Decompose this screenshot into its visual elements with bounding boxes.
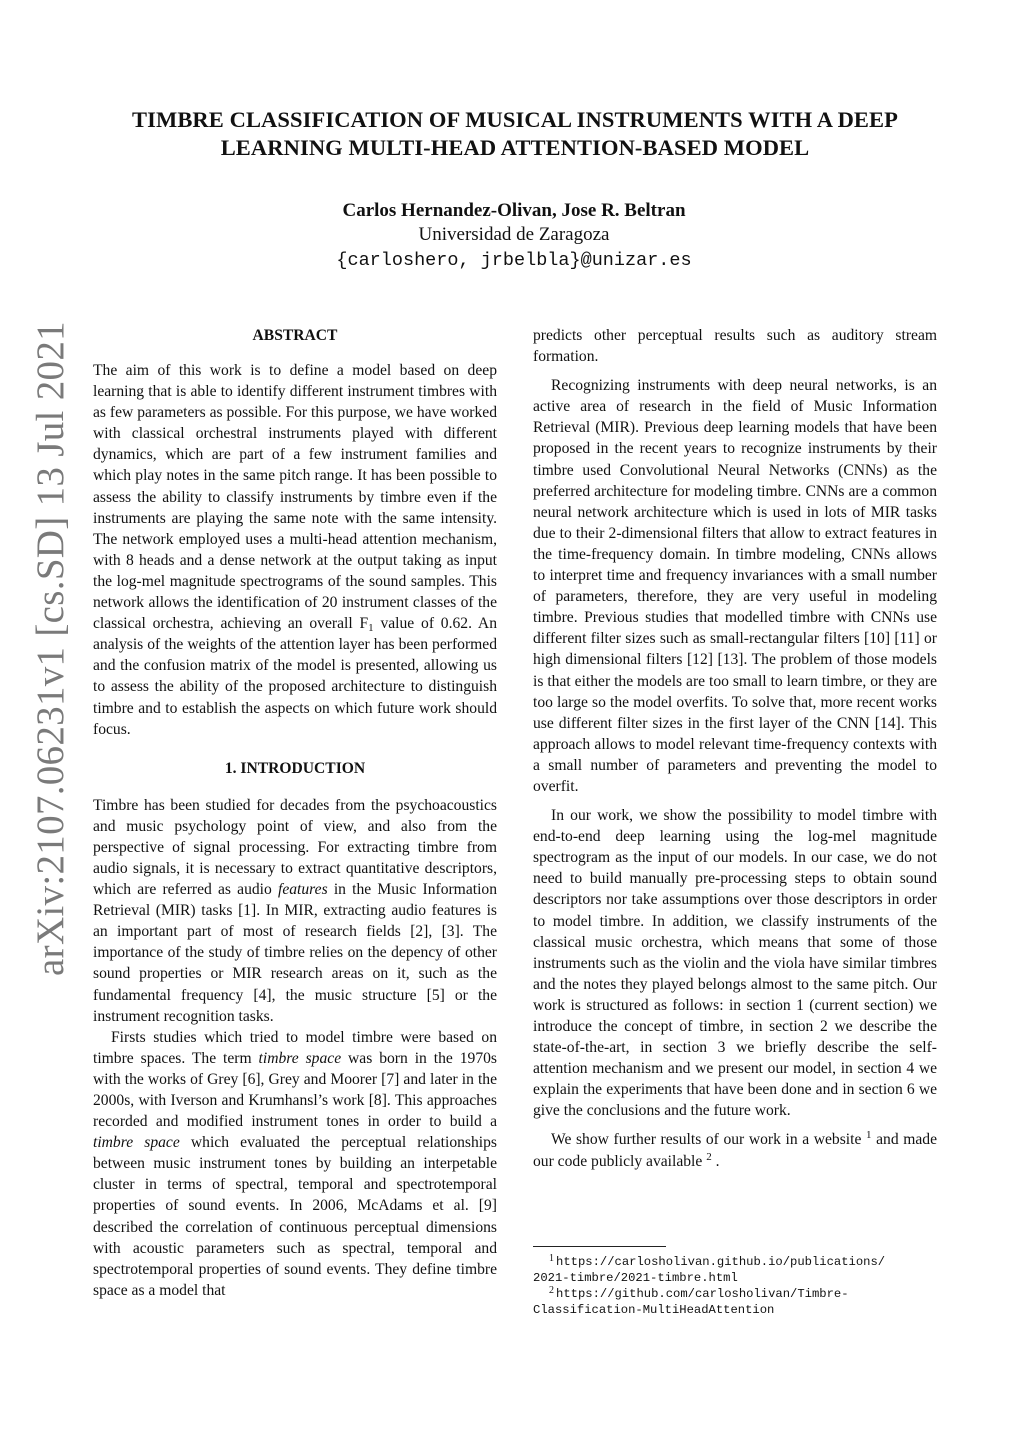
introduction-heading: 1. INTRODUCTION (224, 759, 366, 777)
authors: Carlos Hernandez-Olivan, Jose R. Beltran (342, 200, 686, 221)
footnote-2-url: https://github.com/carlosholivan/Timbre- (556, 1287, 849, 1301)
intro-paragraph-2-continued: predicts other perceptual results such as auditory stream formation. (533, 327, 937, 366)
affiliation: Universidad de Zaragoza (418, 224, 610, 245)
footnote-ref-1[interactable]: 1 (866, 1129, 872, 1142)
abstract-heading: ABSTRACT (252, 327, 338, 344)
intro-paragraph-2: Firsts studies which tried to model timbre were based on timbre spaces. The term timbre space was born in the 1970s with the works of Grey [6], Grey and Moorer [7] and later in the 2000s, with Iverson and Krumhansl’s work [8]. This approaches recorded and modified instrument tones in order to build a timbre space which evaluated the perceptual relationships between music instrument tones by building an interpetable cluster in terms of spectral, temporal and spectrotemporal properties of sound events. In 2006, McAdams et al. [9] described the correlation of continuous perceptual dimensions with acoustic parameters such as spectral, temporal and spectrotemporal properties of sound events. They define timbre space as a model that (93, 1028, 497, 1299)
left-column (93, 325, 497, 1301)
arxiv-sidebar (23, 226, 77, 1071)
intro-paragraph-3: Recognizing instruments with deep neural networks, is an active area of research in the field of Music Information Retrieval (MIR). Previous deep learning models that have been proposed in the recent years to recognize instruments by their timbre used Convolutional Neural Networks (CNNs) as the preferred architecture for modeling timbre. CNNs are a common neural network architecture which is used in lots of MIR tasks due to their 2-dimensional filters that allow to extract features in the time-frequency domain. In timbre modeling, CNNs allows to interpret time and frequency invariances with a small number of parameters, therefore, they are very useful in modeling timbre. Previous studies that modelled timbre with CNNs use different filter sizes such as small-rectangular filters [10] [11] or high dimensional filters [12] [13]. The problem of those models is that either the models are too small to learn timbre, or they are too large so the model overfits. To solve that, more recent works use different filter sizes in the first layer of the CNN [14]. This approach allows to model relevant time-frequency contexts with a small number of parameters and preventing the model to overfit. (533, 377, 937, 795)
author-emails: {carloshero, jrbelbla}@unizar.es (336, 250, 692, 271)
footnote-1[interactable]: $^1$ https://carlosholivan.github.io/publications/ 2021-timbre/2021-timbre.html (533, 1253, 886, 1285)
intro-paragraph-5: We show further results of our work in a website $^1$ and made our code publicly available $^2$ . (533, 1129, 937, 1170)
footnote-ref-2[interactable]: 2 (706, 1150, 712, 1163)
intro-paragraph-1: Timbre has been studied for decades from the psychoacoustics and music psychology point of view, and also from the perspective of signal processing. For extracting timbre from audio signals, it is necessary to extract quantitative descriptors, which are referred as audio features in the Music Information Retrieval (MIR) tasks [1]. In MIR, extracting audio features is an important part of most of research fields [2], [3]. The importance of the study of timbre relies on the depency of other sound properties or MIR research areas on it, such as the fundamental frequency [4], the music structure [5] or the instrument recognition tasks. (93, 796, 497, 1025)
footnote-1-url: https://carlosholivan.github.io/publications/ (556, 1255, 886, 1269)
right-column (533, 325, 937, 1172)
footnote-2[interactable]: $^2$ https://github.com/carlosholivan/Timbre- Classification-MultiHeadAttention (533, 1285, 849, 1317)
author-block (250, 199, 778, 275)
abstract-paragraph: The aim of this work is to define a model based on deep learning that is able to identify different instrument timbres with as few parameters as possible. For this purpose, we have worked with classical orchestral instruments played with different dynamics, which are part of a few instrument families and which play notes in the same pitch range. It has been possible to assess the ability to classify instruments by timbre even if the instruments are playing the same note with the same intensity. The network employed uses a multi-head attention mechanism, with 8 heads and a dense network at the output taking as input the log-mel magnitude spectrograms of the sound samples. This network allows the identification of 20 instrument classes of the classical orchestra, achieving an overall $F_1$ value of 0.62. An analysis of the weights of the attention layer has been performed and the confusion matrix of the model is presented, allowing us to assess the ability of the proposed architecture to distinguish timbre and to establish the aspects on which future work should focus. (93, 362, 497, 738)
arxiv-identifier: arXiv:2107.06231v1 [cs.SD] 13 Jul 2021 (28, 321, 72, 976)
intro-paragraph-4: In our work, we show the possibility to model timbre with end-to-end deep learning using the log-mel magnitude spectrogram as the input of our models. In our case, we do not need to build manually pre-processing steps to obtain sound descriptors nor take assumptions over those descriptors in order to model timbre. In addition, we classify instruments of the classical music orchestra, which means that some of those instruments such as the violin and the viola have similar timbres and the notes they played belongs almost to the same pitch. Our work is structured as follows: in section 1 (current section) we introduce the concept of timbre, in section 2 we describe the state-of-the-art, in section 3 we briefly describe the self-attention mechanism and we present our model, in section 4 we explain the experiments that have been done and in section 6 we give the conclusions and the future work. (533, 807, 937, 1120)
footnotes (533, 1246, 953, 1318)
footnote-rule (533, 1246, 666, 1247)
paper-title: TIMBRE CLASSIFICATION OF MUSICAL INSTRUMENTS WITH A DEEP LEARNING MULTI-HEAD ATTENTION-BASED MODEL (132, 107, 898, 160)
